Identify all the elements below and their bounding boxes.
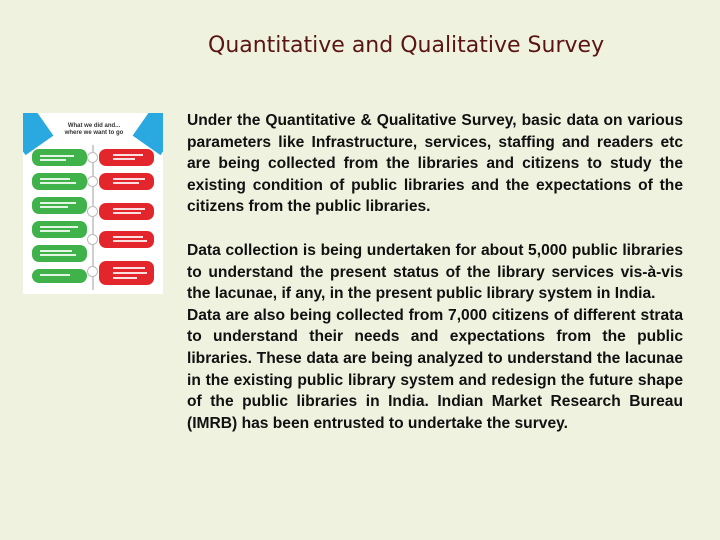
body-paragraph: Data are also being collected from 7,000 citizens of different strata to understand their needs and expectations from the public libraries. These data are being analyzed to understand the lacunae in the existing public library system and redesign the future shape of the public libraries in India. Indian Market Research Bureau (IMRB) has been entrusted to undertake the survey. — [187, 306, 683, 432]
infographic-heading — [57, 123, 131, 137]
right-bubble — [99, 173, 154, 190]
slide-title: Quantitative and Qualitative Survey — [208, 33, 605, 58]
timeline-dot-icon — [87, 206, 98, 217]
timeline-dot-icon — [87, 176, 98, 187]
timeline-dot-icon — [87, 266, 98, 277]
infographic-heading-line: What we did and... — [67, 123, 121, 129]
left-bubble — [32, 269, 87, 283]
left-bubble — [32, 221, 87, 238]
timeline-dot-icon — [87, 152, 98, 163]
survey-infographic — [23, 113, 163, 294]
body-paragraph: Under the Quantitative & Qualitative Survey, basic data on various parameters like Infrastructure, services, staffing and readers etc are being collected from the libraries and citizens to study the existing condition of public libraries and the expectations of the citizens from the public libraries. — [187, 112, 683, 216]
left-bubble — [32, 173, 87, 190]
right-bubble — [99, 149, 154, 166]
right-bubble — [99, 261, 154, 285]
left-bubble — [32, 149, 87, 166]
body-paragraph: Data collection is being undertaken for about 5,000 public libraries to understand the present status of the library services vis-à-vis the lacunae, if any, in the present public library system in India. — [187, 241, 683, 303]
left-bubble — [32, 245, 87, 262]
right-bubble — [99, 203, 154, 220]
left-bubble — [32, 197, 87, 214]
slide-body — [187, 110, 683, 434]
timeline-dot-icon — [87, 234, 98, 245]
infographic-heading-line: where we want to go — [64, 130, 124, 136]
right-bubble — [99, 231, 154, 248]
